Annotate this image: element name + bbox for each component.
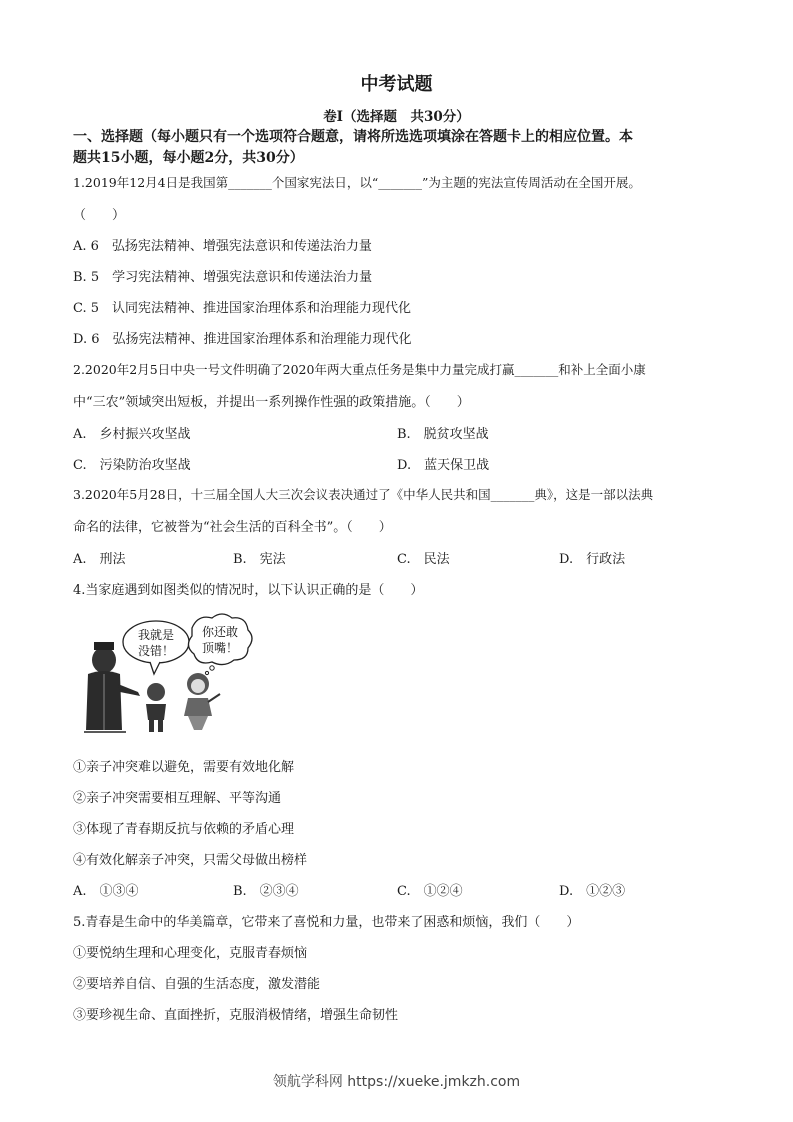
q5-statement-3: ③要珍视生命、直面挫折，克服消极情绪，增强生命韧性 bbox=[73, 1008, 399, 1023]
q2-option-b: B. 脱贫攻坚战 bbox=[397, 427, 489, 442]
q4-option-a: A. ①③④ bbox=[73, 884, 139, 899]
q1-stem-line1: 1.2019年12月4日是我国第_______个国家宪法日，以“_______”为主题的宪法宣传周活动在全国开展。 bbox=[73, 175, 641, 190]
page-title: 中考试题 bbox=[360, 74, 433, 95]
parent-child-conflict-cartoon bbox=[80, 612, 260, 736]
q4-option-d: D. ①②③ bbox=[559, 884, 626, 899]
section-heading-line2: 题共15小题，每小题2分，共30分） bbox=[73, 150, 304, 166]
q5-statement-2: ②要培养自信、自强的生活态度，激发潜能 bbox=[73, 977, 321, 992]
q1-stem-line2: （ ） bbox=[73, 208, 126, 223]
q1-option-d: D. 6 弘扬宪法精神、推进国家治理体系和治理能力现代化 bbox=[73, 332, 412, 347]
q3-option-c: C. 民法 bbox=[397, 552, 450, 567]
q2-stem-line1: 2.2020年2月5日中央一号文件明确了2020年两大重点任务是集中力量完成打赢_______和补上全面小康 bbox=[73, 362, 646, 377]
q1-option-b: B. 5 学习宪法精神、增强宪法意识和传递法治力量 bbox=[73, 270, 373, 285]
q4-stem: 4.当家庭遇到如图类似的情况时，以下认识正确的是（ ） bbox=[73, 583, 424, 598]
q2-option-d: D. 蓝天保卫战 bbox=[397, 458, 490, 473]
mother-figure bbox=[184, 673, 220, 730]
bubble-right-line2: 顶嘴！ bbox=[201, 641, 239, 655]
bubble-left-line1: 我就是 bbox=[137, 628, 175, 642]
q3-stem-line1: 3.2020年5月28日，十三届全国人大三次会议表决通过了《中华人民共和国_______典》，这是一部以法典 bbox=[73, 487, 654, 502]
q1-option-c: C. 5 认同宪法精神、推进国家治理体系和治理能力现代化 bbox=[73, 301, 412, 316]
q2-option-c: C. 污染防治攻坚战 bbox=[73, 458, 191, 473]
child-figure bbox=[146, 683, 166, 732]
q4-statement-1: ①亲子冲突难以避免，需要有效地化解 bbox=[73, 760, 295, 775]
q4-statement-3: ③体现了青春期反抗与依赖的矛盾心理 bbox=[73, 822, 295, 837]
q4-option-c: C. ①②④ bbox=[397, 884, 463, 899]
bubble-right-line1: 你还敢 bbox=[201, 625, 239, 639]
footer-watermark: 领航学科网 https://xueke.jmkzh.com bbox=[272, 1074, 521, 1090]
q4-statement-4: ④有效化解亲子冲突，只需父母做出榜样 bbox=[73, 853, 308, 868]
q5-stem: 5.青春是生命中的华美篇章，它带来了喜悦和力量，也带来了困惑和烦恼，我们（ ） bbox=[73, 915, 580, 930]
q2-stem-line2: 中“三农”领域突出短板，并提出一系列操作性强的政策措施。（ ） bbox=[73, 395, 470, 410]
q5-statement-1: ①要悦纳生理和心理变化，克服青春烦恼 bbox=[73, 946, 308, 961]
q4-statement-2: ②亲子冲突需要相互理解、平等沟通 bbox=[73, 791, 282, 806]
q1-option-a: A. 6 弘扬宪法精神、增强宪法意识和传递法治力量 bbox=[73, 239, 372, 254]
section-heading-line1: 一、选择题（每小题只有一个选项符合题意，请将所选选项填涂在答题卡上的相应位置。本 bbox=[73, 129, 633, 145]
q4-option-b: B. ②③④ bbox=[233, 884, 299, 899]
q3-option-b: B. 宪法 bbox=[233, 552, 286, 567]
q3-option-a: A. 刑法 bbox=[73, 552, 126, 567]
q2-option-a: A. 乡村振兴攻坚战 bbox=[73, 427, 191, 442]
q3-option-d: D. 行政法 bbox=[559, 552, 626, 567]
page-subtitle: 卷Ⅰ（选择题 共30分） bbox=[323, 109, 470, 125]
q3-stem-line2: 命名的法律，它被誉为“社会生活的百科全书”。（ ） bbox=[73, 520, 392, 535]
bubble-left-line2: 没错！ bbox=[137, 644, 175, 658]
